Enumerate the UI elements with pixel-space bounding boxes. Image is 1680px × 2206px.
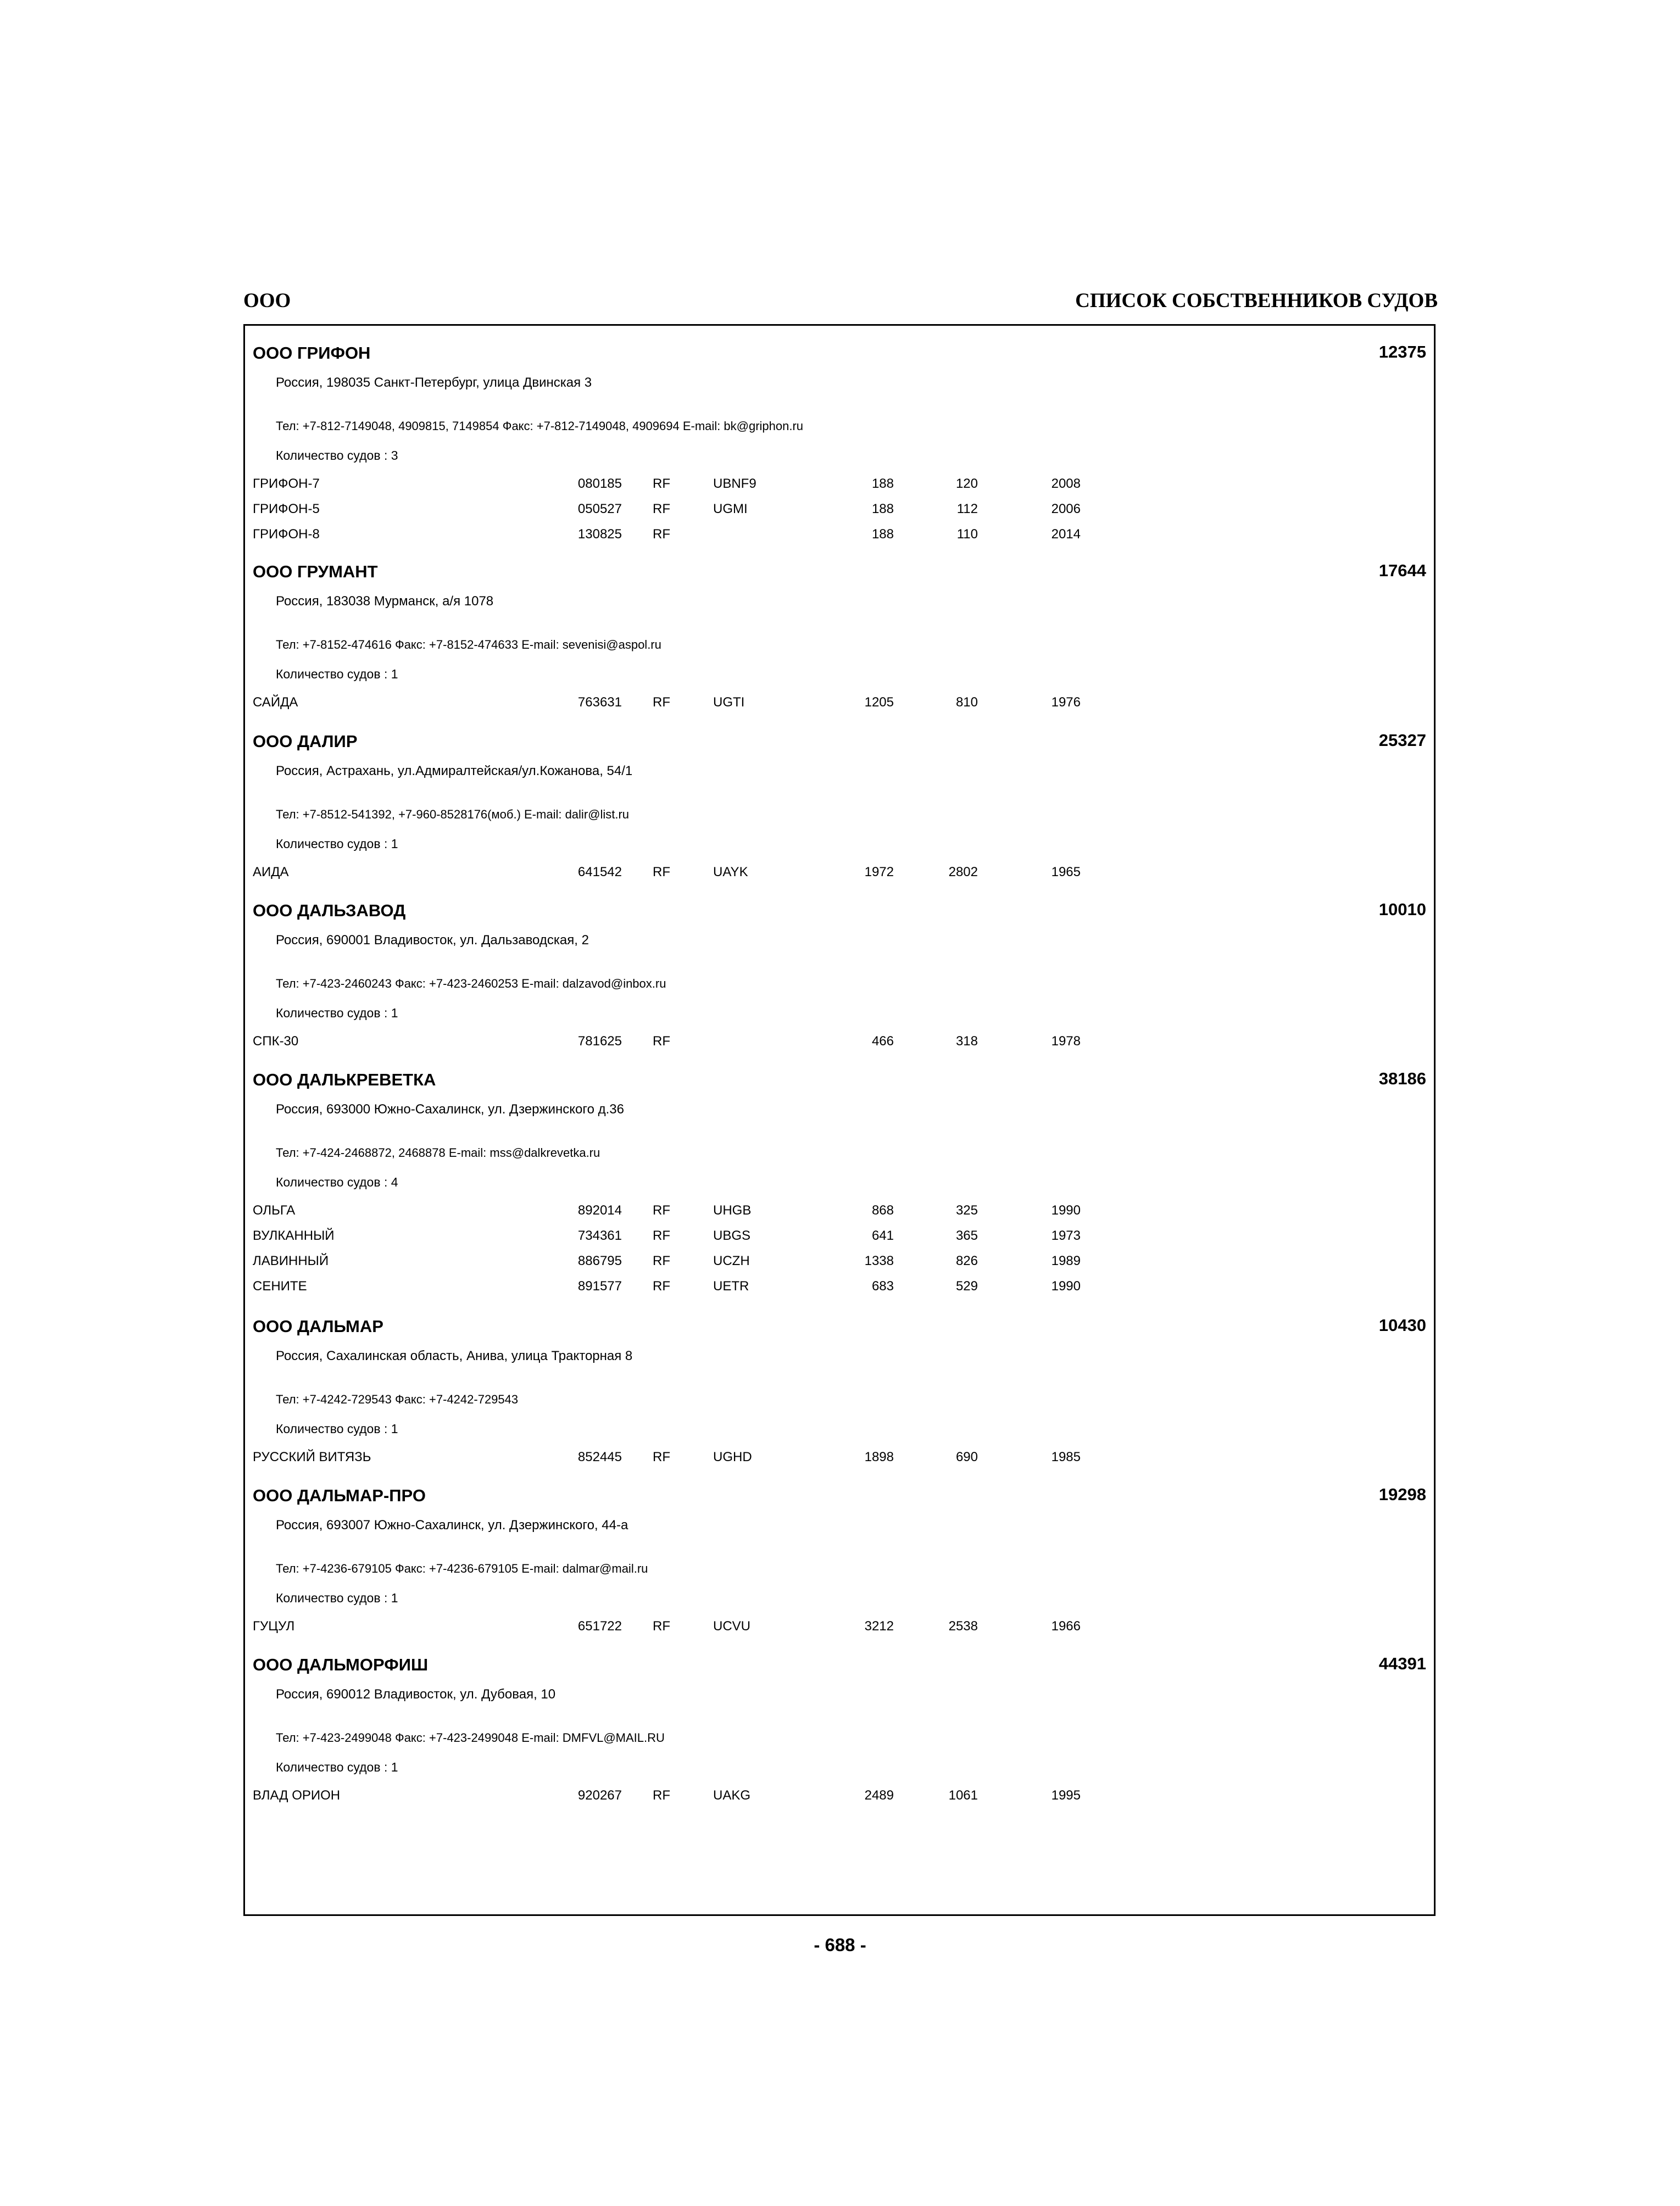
vessel-call-sign: UCZH — [713, 1254, 750, 1268]
vessel-reg-number: 781625 — [577, 1034, 622, 1049]
company-name: ООО ДАЛЬМАР — [253, 1317, 383, 1336]
vessel-name: ГРИФОН-7 — [253, 476, 320, 491]
vessel-gross-tonnage: 1205 — [864, 695, 894, 710]
vessel-name: САЙДА — [253, 695, 298, 710]
vessel-row — [253, 502, 1242, 527]
vessel-reg-number: 651722 — [577, 1619, 622, 1634]
vessel-flag: RF — [653, 1788, 670, 1803]
vessel-gross-tonnage: 1338 — [864, 1254, 894, 1268]
company-address: Россия, 693000 Южно-Сахалинск, ул. Дзержинского д.36 — [276, 1102, 624, 1117]
company-address: Россия, 693007 Южно-Сахалинск, ул. Дзержинского, 44-а — [276, 1518, 628, 1533]
company-contacts: Тел: +7-4236-679105 Факс: +7-4236-679105 E-mail: dalmar@mail.ru — [276, 1562, 648, 1575]
vessel-name: РУССКИЙ ВИТЯЗЬ — [253, 1450, 371, 1464]
company-name: ООО ДАЛЬМОРФИШ — [253, 1655, 429, 1674]
vessel-gross-tonnage: 3212 — [864, 1619, 894, 1634]
vessel-gross-tonnage: 188 — [871, 476, 894, 491]
vessel-build-year: 2006 — [1051, 502, 1081, 516]
vessel-net-tonnage: 810 — [955, 695, 978, 710]
vessel-net-tonnage: 826 — [955, 1254, 978, 1268]
company-name: ООО ДАЛИР — [253, 732, 358, 751]
vessel-name: ГУЦУЛ — [253, 1619, 295, 1634]
vessel-reg-number: 050527 — [577, 502, 622, 516]
vessel-row — [253, 527, 1242, 552]
vessel-name: ВЛАД ОРИОН — [253, 1788, 341, 1803]
company-address: Россия, 198035 Санкт-Петербург, улица Двинская 3 — [276, 375, 592, 390]
company-id: 19298 — [1378, 1485, 1426, 1504]
company-name: ООО ГРУМАНТ — [253, 562, 378, 581]
company-entry — [253, 1479, 1426, 1644]
vessel-call-sign: UBGS — [713, 1228, 751, 1243]
vessel-reg-number: 886795 — [577, 1254, 622, 1268]
vessel-list — [253, 1619, 1242, 1644]
vessel-count: Количество судов : 1 — [276, 1006, 398, 1020]
vessel-row — [253, 1228, 1242, 1254]
vessel-reg-number: 763631 — [577, 695, 622, 710]
vessel-build-year: 1989 — [1051, 1254, 1081, 1268]
vessel-build-year: 1985 — [1051, 1450, 1081, 1464]
vessel-flag: RF — [653, 1203, 670, 1218]
company-id: 44391 — [1378, 1654, 1426, 1673]
vessel-build-year: 1976 — [1051, 695, 1081, 710]
vessel-name: ГРИФОН-8 — [253, 527, 320, 542]
company-id: 25327 — [1378, 731, 1426, 750]
vessel-call-sign: UGHD — [713, 1450, 752, 1464]
vessel-gross-tonnage: 466 — [871, 1034, 894, 1049]
vessel-count: Количество судов : 1 — [276, 837, 398, 851]
vessel-gross-tonnage: 188 — [871, 502, 894, 516]
vessel-build-year: 1973 — [1051, 1228, 1081, 1243]
page-number: - 688 - — [814, 1935, 866, 1955]
vessel-reg-number: 891577 — [577, 1279, 622, 1294]
company-contacts: Тел: +7-4242-729543 Факс: +7-4242-729543 — [276, 1392, 519, 1406]
vessel-net-tonnage: 325 — [955, 1203, 978, 1218]
vessel-flag: RF — [653, 1228, 670, 1243]
vessel-row — [253, 1619, 1242, 1644]
company-id: 10010 — [1378, 900, 1426, 919]
vessel-build-year: 2014 — [1051, 527, 1081, 542]
company-entry — [253, 1310, 1426, 1475]
company-id: 38186 — [1378, 1069, 1426, 1088]
vessel-count: Количество судов : 1 — [276, 1422, 398, 1436]
vessel-row — [253, 865, 1242, 890]
vessel-flag: RF — [653, 865, 670, 879]
vessel-call-sign: UHGB — [713, 1203, 752, 1218]
vessel-call-sign: UCVU — [713, 1619, 751, 1634]
vessel-count: Количество судов : 1 — [276, 667, 398, 681]
company-entry — [253, 337, 1426, 542]
vessel-net-tonnage: 2538 — [948, 1619, 978, 1634]
vessel-gross-tonnage: 683 — [871, 1279, 894, 1294]
company-contacts: Тел: +7-423-2499048 Факс: +7-423-2499048 E-mail: DMFVL@MAIL.RU — [276, 1731, 665, 1745]
vessel-call-sign: UETR — [713, 1279, 749, 1294]
vessel-gross-tonnage: 1972 — [864, 865, 894, 879]
vessel-gross-tonnage: 188 — [871, 527, 894, 542]
owner-list-frame — [243, 324, 1436, 1916]
vessel-net-tonnage: 318 — [955, 1034, 978, 1049]
vessel-reg-number: 892014 — [577, 1203, 622, 1218]
vessel-name: ГРИФОН-5 — [253, 502, 320, 516]
vessel-name: ЛАВИННЫЙ — [253, 1254, 329, 1268]
vessel-net-tonnage: 112 — [956, 502, 978, 516]
company-name: ООО ДАЛЬМАР-ПРО — [253, 1486, 426, 1505]
company-address: Россия, 183038 Мурманск, а/я 1078 — [276, 594, 494, 609]
vessel-list — [253, 1203, 1242, 1304]
vessel-list — [253, 476, 1242, 552]
company-entry — [253, 555, 1426, 720]
vessel-count: Количество судов : 1 — [276, 1591, 398, 1605]
vessel-net-tonnage: 120 — [955, 476, 978, 491]
vessel-gross-tonnage: 868 — [871, 1203, 894, 1218]
company-entry — [253, 1648, 1426, 1813]
company-contacts: Тел: +7-812-7149048, 4909815, 7149854 Факс: +7-812-7149048, 4909694 E-mail: bk@griphon.ru — [276, 419, 804, 433]
vessel-flag: RF — [653, 527, 670, 542]
company-id: 17644 — [1378, 561, 1426, 580]
vessel-call-sign: UBNF9 — [713, 476, 756, 491]
vessel-row — [253, 695, 1242, 720]
vessel-gross-tonnage: 641 — [871, 1228, 894, 1243]
company-entry — [253, 1063, 1426, 1294]
vessel-flag: RF — [653, 1254, 670, 1268]
vessel-name: СПК-30 — [253, 1034, 299, 1049]
vessel-list — [253, 695, 1242, 720]
vessel-call-sign: UAKG — [713, 1788, 751, 1803]
vessel-build-year: 1966 — [1051, 1619, 1081, 1634]
company-contacts: Тел: +7-8512-541392, +7-960-8528176(моб.) E-mail: dalir@list.ru — [276, 807, 630, 821]
vessel-build-year: 1978 — [1051, 1034, 1081, 1049]
company-entry — [253, 725, 1426, 890]
vessel-call-sign: UGTI — [713, 695, 745, 710]
vessel-reg-number: 734361 — [577, 1228, 622, 1243]
vessel-list — [253, 1788, 1242, 1813]
company-name: ООО ДАЛЬКРЕВЕТКА — [253, 1070, 436, 1089]
vessel-build-year: 1990 — [1051, 1203, 1081, 1218]
vessel-gross-tonnage: 2489 — [864, 1788, 894, 1803]
vessel-flag: RF — [653, 695, 670, 710]
company-address: Россия, 690001 Владивосток, ул. Дальзаводская, 2 — [276, 933, 589, 948]
vessel-reg-number: 641542 — [577, 865, 622, 879]
vessel-net-tonnage: 529 — [955, 1279, 978, 1294]
company-address: Россия, Сахалинская область, Анива, улица Тракторная 8 — [276, 1349, 633, 1363]
vessel-reg-number: 130825 — [577, 527, 622, 542]
vessel-count: Количество судов : 1 — [276, 1760, 398, 1774]
vessel-row — [253, 1034, 1242, 1059]
vessel-row — [253, 1788, 1242, 1813]
company-address: Россия, 690012 Владивосток, ул. Дубовая, 10 — [276, 1687, 556, 1702]
vessel-call-sign: UAYK — [713, 865, 748, 879]
vessel-list — [253, 1450, 1242, 1475]
company-contacts: Тел: +7-423-2460243 Факс: +7-423-2460253 E-mail: dalzavod@inbox.ru — [276, 977, 666, 990]
vessel-net-tonnage: 1061 — [948, 1788, 978, 1803]
vessel-count: Количество судов : 4 — [276, 1175, 398, 1189]
vessel-call-sign: UGMI — [713, 502, 748, 516]
vessel-build-year: 1965 — [1051, 865, 1081, 879]
vessel-net-tonnage: 365 — [955, 1228, 978, 1243]
company-id: 10430 — [1378, 1316, 1426, 1335]
vessel-gross-tonnage: 1898 — [864, 1450, 894, 1464]
vessel-name: АИДА — [253, 865, 289, 879]
company-name: ООО ГРИФОН — [253, 343, 371, 363]
vessel-flag: RF — [653, 1279, 670, 1294]
vessel-reg-number: 080185 — [577, 476, 622, 491]
vessel-count: Количество судов : 3 — [276, 448, 398, 463]
vessel-net-tonnage: 690 — [955, 1450, 978, 1464]
vessel-name: СЕНИТЕ — [253, 1279, 307, 1294]
vessel-row — [253, 1279, 1242, 1304]
vessel-build-year: 2008 — [1051, 476, 1081, 491]
vessel-row — [253, 476, 1242, 502]
vessel-flag: RF — [653, 476, 670, 491]
company-contacts: Тел: +7-8152-474616 Факс: +7-8152-474633 E-mail: sevenisi@aspol.ru — [276, 638, 661, 651]
vessel-flag: RF — [653, 502, 670, 516]
vessel-list — [253, 865, 1242, 890]
vessel-name: ОЛЬГА — [253, 1203, 296, 1218]
vessel-build-year: 1990 — [1051, 1279, 1081, 1294]
company-contacts: Тел: +7-424-2468872, 2468878 E-mail: mss@dalkrevetka.ru — [276, 1146, 600, 1160]
company-address: Россия, Астрахань, ул.Адмиралтейская/ул.Кожанова, 54/1 — [276, 764, 633, 778]
vessel-row — [253, 1254, 1242, 1279]
vessel-list — [253, 1034, 1242, 1059]
company-id: 12375 — [1378, 342, 1426, 361]
vessel-reg-number: 852445 — [577, 1450, 622, 1464]
vessel-flag: RF — [653, 1450, 670, 1464]
company-name: ООО ДАЛЬЗАВОД — [253, 901, 406, 920]
vessel-row — [253, 1450, 1242, 1475]
vessel-reg-number: 920267 — [577, 1788, 622, 1803]
vessel-name: ВУЛКАННЫЙ — [253, 1228, 335, 1243]
vessel-net-tonnage: 2802 — [948, 865, 978, 879]
header-title: СПИСОК СОБСТВЕННИКОВ СУДОВ — [1075, 289, 1438, 312]
vessel-build-year: 1995 — [1051, 1788, 1081, 1803]
vessel-net-tonnage: 110 — [956, 527, 978, 542]
company-entry — [253, 894, 1426, 1059]
header-section-label: ООО — [243, 289, 291, 312]
vessel-flag: RF — [653, 1034, 670, 1049]
vessel-flag: RF — [653, 1619, 670, 1634]
vessel-row — [253, 1203, 1242, 1228]
